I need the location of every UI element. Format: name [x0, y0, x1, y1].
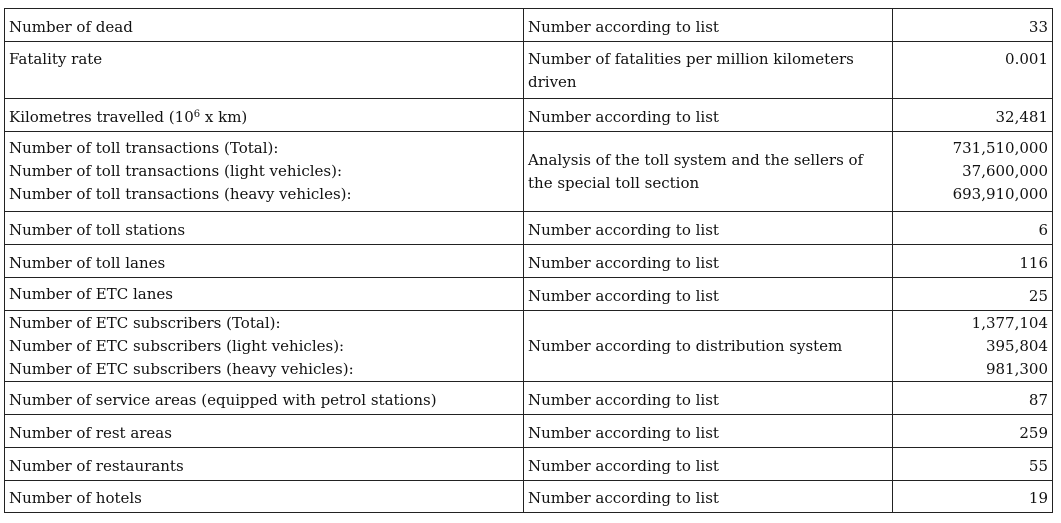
- row-label: [5, 311, 524, 382]
- table-row: [5, 245, 1053, 278]
- row-value: 25: [893, 278, 1053, 311]
- value-line: 693,910,000: [952, 185, 1048, 203]
- row-source: Number of fatalities per million kilometers driven: [524, 42, 893, 99]
- table-row: [5, 382, 1053, 415]
- value-line: 37,600,000: [962, 162, 1048, 180]
- row-source: Number according to list: [524, 245, 893, 278]
- row-source: Number according to list: [524, 278, 893, 311]
- table-row: [5, 99, 1053, 132]
- table-row: [5, 132, 1053, 212]
- row-label: [5, 99, 524, 132]
- row-value: 55: [893, 448, 1053, 481]
- row-source: Number according to list: [524, 212, 893, 245]
- source-line: Analysis of the toll system and the sellers of: [528, 150, 864, 169]
- label-line: Number of toll transactions (light vehicles):: [9, 162, 343, 180]
- table-row: [5, 448, 1053, 481]
- row-value: 87: [893, 382, 1053, 415]
- row-label: Number of toll lanes: [5, 245, 524, 278]
- table-row: [5, 42, 1053, 99]
- label-line: Number of ETC subscribers (light vehicles):: [9, 336, 345, 355]
- row-value: [893, 311, 1053, 382]
- label-text: Kilometres travelled (10: [9, 108, 194, 126]
- row-value: 259: [893, 415, 1053, 448]
- exponent: 6: [193, 109, 201, 120]
- table-row: [5, 212, 1053, 245]
- label-text: x km): [200, 108, 248, 126]
- row-source: Number according to list: [524, 415, 893, 448]
- row-label: Number of hotels: [5, 481, 524, 513]
- row-source: Number according to distribution system: [524, 311, 893, 382]
- table-row: [5, 9, 1053, 42]
- row-value: 6: [893, 212, 1053, 245]
- label-line: Number of ETC subscribers (Total):: [9, 313, 281, 332]
- row-value: 0.001: [893, 42, 1053, 99]
- row-value: 116: [893, 245, 1053, 278]
- row-label: Number of ETC lanes: [5, 278, 524, 311]
- table-row: [5, 481, 1053, 513]
- row-label: Number of rest areas: [5, 415, 524, 448]
- row-source: Number according to list: [524, 448, 893, 481]
- value-line: 395,804: [985, 336, 1048, 355]
- value-line: 731,510,000: [952, 139, 1048, 157]
- row-source: Number according to list: [524, 99, 893, 132]
- table-row: [5, 415, 1053, 448]
- row-value: 32,481: [893, 99, 1053, 132]
- value-line: 1,377,104: [971, 313, 1048, 332]
- source-line: the special toll section: [528, 173, 700, 192]
- label-line: Number of ETC subscribers (heavy vehicles):: [9, 359, 354, 378]
- table-row: [5, 278, 1053, 311]
- row-label: Number of dead: [5, 9, 524, 42]
- row-label: Number of toll stations: [5, 212, 524, 245]
- label-line: Number of toll transactions (heavy vehicles):: [9, 185, 352, 203]
- row-value: [893, 132, 1053, 212]
- row-source: Number according to list: [524, 382, 893, 415]
- row-source: Number according to list: [524, 9, 893, 42]
- row-label: Fatality rate: [5, 42, 524, 99]
- label-line: Number of toll transactions (Total):: [9, 139, 279, 157]
- row-label: [5, 132, 524, 212]
- row-value: 33: [893, 9, 1053, 42]
- row-value: 19: [893, 481, 1053, 513]
- row-source: Number according to list: [524, 481, 893, 513]
- row-label: Number of service areas (equipped with petrol stations): [5, 382, 524, 415]
- statistics-table: [4, 8, 1053, 513]
- row-source: [524, 132, 893, 212]
- row-label: Number of restaurants: [5, 448, 524, 481]
- value-line: 981,300: [985, 359, 1048, 378]
- table-row: [5, 311, 1053, 382]
